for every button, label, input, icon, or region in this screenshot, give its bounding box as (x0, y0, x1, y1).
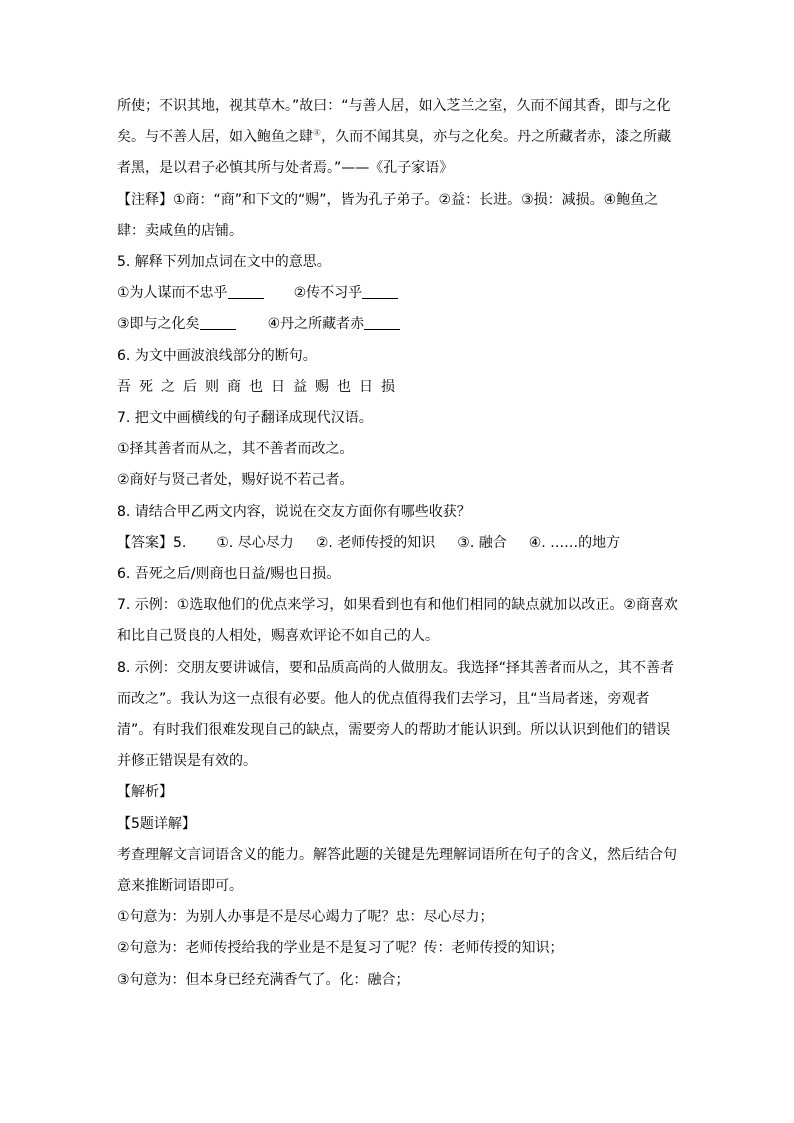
answer-blank (200, 315, 236, 330)
question-6: 6. 为文中画波浪线部分的断句。 (117, 347, 317, 364)
question-7-item: ①择其善者而从之，其不善者而改之。 (117, 441, 354, 458)
answer-blank (362, 284, 398, 299)
answer-blank (364, 315, 400, 330)
question-7: 7. 把文中画横线的句子翻译成现代汉语。 (117, 410, 373, 427)
answer-7: 7. 示例：①选取他们的优点来学习，如果看到也有和他们相同的缺点就加以改正。②商喜欢和比自己贤良的人相处，赐喜欢评论不如自己的人。 (117, 597, 678, 645)
answer-blank (228, 284, 264, 299)
analysis-label: 【解析】 (117, 784, 173, 801)
q5-item: ②传不习乎 (293, 285, 363, 302)
question-8: 8. 请结合甲乙两文内容，说说在交友方面你有哪些收获？ (117, 503, 471, 520)
answer-item: ③. 融合 (457, 534, 507, 551)
answer-item: ①. 尽心尽力 (216, 534, 294, 551)
question-5: 5. 解释下列加点词在文中的意思。 (117, 254, 331, 271)
analysis-item: ①句意为：为别人办事是不是尽心竭力了呢？忠：尽心尽力； (117, 909, 494, 926)
q5-item: ④丹之所藏者赤 (267, 316, 365, 333)
q5-item: ③即与之化矣 (117, 316, 200, 333)
answer-item: ②. 老师传授的知识 (315, 534, 436, 551)
answer-8: 8. 示例：交朋友要讲诚信，要和品质高尚的人做朋友。我选择“择其善者而从之，其不善者而改之”。我认为这一点很有必要。他人的优点值得我们去学习，且“当局者迷，旁观者清”。有时我们很难发现自己的缺点，需要旁人的帮助才能认识到。所以认识到他们的错误并修正错误是有效的。 (117, 659, 675, 770)
notes: 【注释】①商：“商”和下文的“赐”，皆为孔子弟子。②益：长进。③损：减损。④鲍鱼之肆：卖咸鱼的店铺。 (117, 191, 659, 239)
question-7-item: ②商好与贤己者处，赐好说不若己者。 (117, 472, 354, 489)
analysis-item: ③句意为：但本身已经充满香气了。化：融合； (117, 971, 410, 988)
analysis-item: ②句意为：老师传授给我的学业是不是复习了呢？传：老师传授的知识； (117, 940, 564, 957)
analysis-q5-heading: 【5题详解】 (117, 815, 196, 832)
question-5-row1 (117, 278, 679, 309)
passage-text-cont: ，久而不闻其臭，亦与之化矣。丹之所藏者赤，漆之所藏者黑，是以君子必慎其所与处者焉。”——《孔子家语》 (117, 129, 672, 177)
answer-item: ④. ……的地方 (528, 534, 621, 551)
question-6-text: 吾死之后则商也日益赐也日损 (117, 378, 403, 395)
q5-item: ①为人谋而不忠乎 (117, 285, 228, 302)
passage-text: 所使；不识其地，视其草木。”故曰：“与善人居，如入芝兰之室，久而不闻其香，即与之化矣。与不善人居，如入鲍鱼之肆 (117, 98, 671, 146)
answer-6: 6. 吾死之后/则商也日益/赐也日损。 (117, 566, 341, 583)
answer-5 (117, 528, 679, 559)
footnote-marker: ④ (313, 128, 322, 139)
analysis-intro: 考查理解文言词语含义的能力。解答此题的关键是先理解词语所在句子的含义，然后结合句意来推断词语即可。 (117, 846, 677, 895)
question-5-row2 (117, 309, 679, 340)
answer-label: 【答案】5. (117, 534, 187, 551)
passage (117, 91, 679, 185)
document-page (117, 91, 679, 996)
